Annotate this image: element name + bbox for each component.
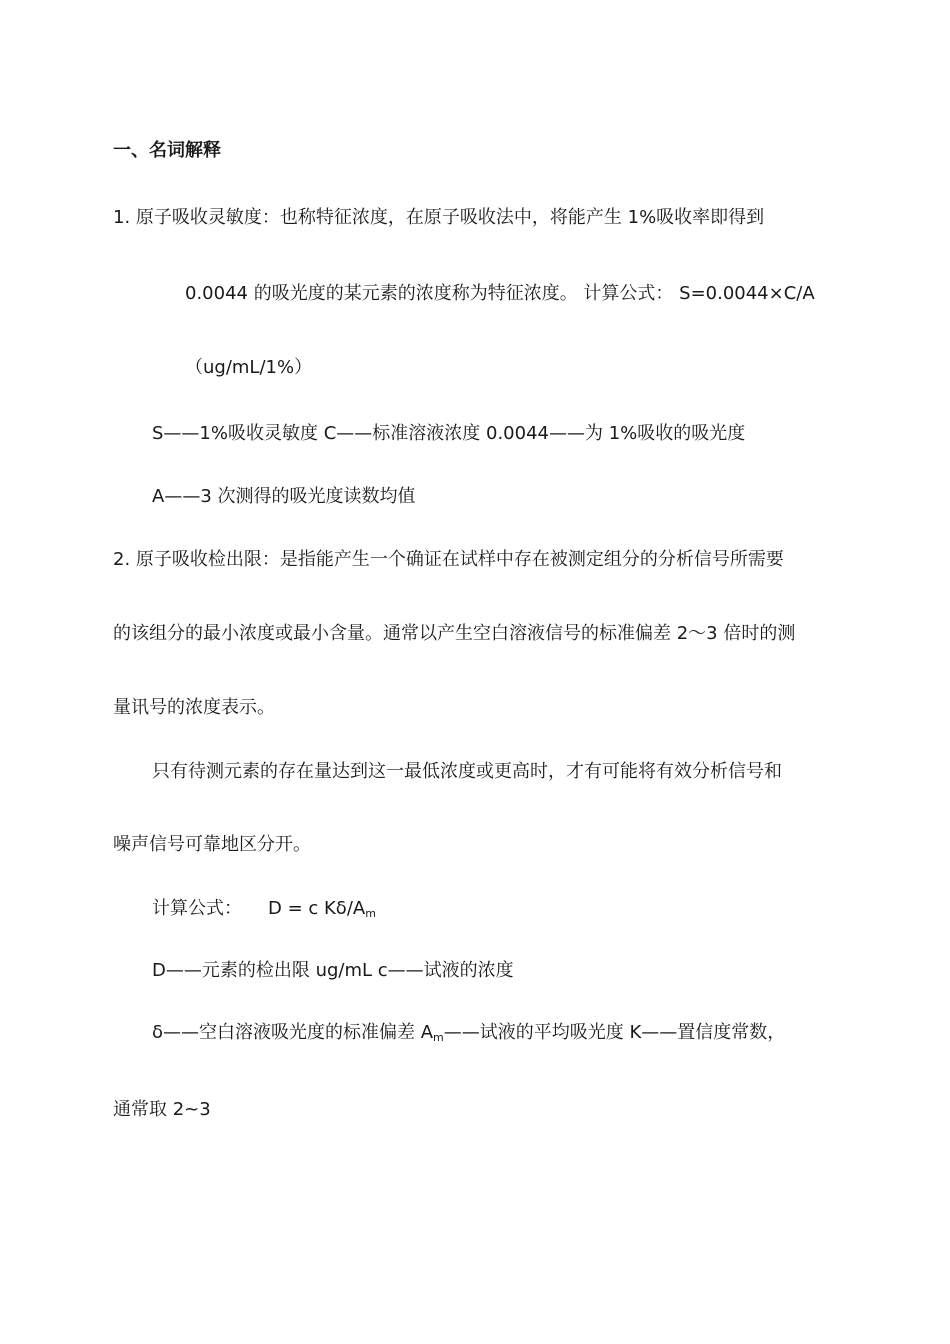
item2-def-last: 通常取 2~3	[113, 1099, 211, 1120]
item2-line3: 量讯号的浓度表示。	[113, 697, 275, 718]
item2-para2-line2: 噪声信号可靠地区分开。	[113, 834, 311, 855]
item1-line3: （ug/mL/1%）	[185, 357, 313, 378]
formula-subscript: m	[365, 907, 376, 920]
formula-main: D = c Kδ/A	[268, 898, 366, 919]
def-delta-part1: δ——空白溶液吸光度的标准偏差 A	[152, 1022, 434, 1043]
formula-label: 计算公式：	[152, 898, 242, 919]
item1-def-a: A——3 次测得的吸光度读数均值	[152, 486, 416, 507]
formula-line	[152, 896, 376, 922]
item1-line1: 1. 原子吸收灵敏度：也称特征浓度，在原子吸收法中，将能产生 1%吸收率即得到	[113, 207, 765, 228]
section-heading: 一、名词解释	[113, 140, 221, 161]
item1-def-s: S——1%吸收灵敏度 C——标准溶液浓度 0.0044——为 1%吸收的吸光度	[152, 423, 746, 444]
def-delta-subscript: m	[433, 1031, 444, 1044]
item2-def-delta	[152, 1020, 785, 1046]
item2-def-d: D——元素的检出限 ug/mL c——试液的浓度	[152, 960, 514, 981]
def-delta-part2: ——试液的平均吸光度 K——置信度常数，	[443, 1022, 786, 1043]
item2-line2: 的该组分的最小浓度或最小含量。通常以产生空白溶液信号的标准偏差 2～3 倍时的测	[113, 623, 796, 644]
item2-line1: 2. 原子吸收检出限：是指能产生一个确证在试样中存在被测定组分的分析信号所需要	[113, 549, 784, 570]
item1-line2: 0.0044 的吸光度的某元素的浓度称为特征浓度。 计算公式： S=0.0044×C/A	[185, 283, 815, 304]
item2-para2-line1: 只有待测元素的存在量达到这一最低浓度或更高时，才有可能将有效分析信号和	[152, 761, 782, 782]
